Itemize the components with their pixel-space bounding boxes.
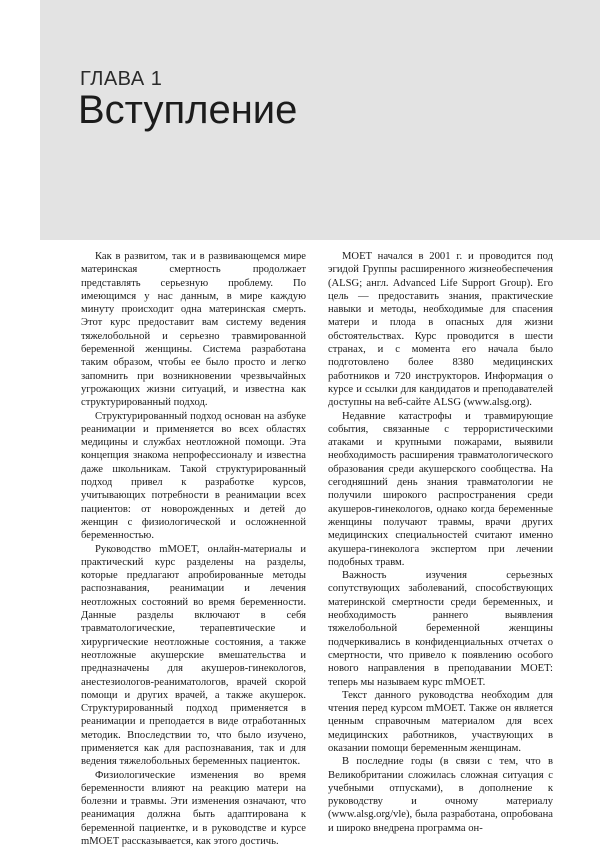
- paragraph: Недавние катастрофы и травмирующие события, связанные с террористическими атаками и крупными пожарами, выявили необходимость расширения травматологического образования среди акушерского сообщества. На сегодняшний день знания травматологии не получили широкого распространения среди акушеров-гинекологов, однако когда беременные женщины получают травмы, врачи других медицинских специальностей считают именно акушера-гинеколога экспертом при лечении подобных травм.: [328, 410, 553, 568]
- right-column: [328, 250, 553, 835]
- paragraph: Физиологические изменения во время беременности влияют на реакцию матери на болезни и травмы. Эти изменения означают, что реанимация должна быть адаптирована к беременной пациентке, и в руководстве и курсе mMOET рассказывается, как этого достичь.: [81, 769, 306, 848]
- paragraph: Текст данного руководства необходим для чтения перед курсом mMOET. Также он является ценным справочным материалом для всех медицинских работников, участвующих в оказании помощи беременным женщинам.: [328, 689, 553, 754]
- paragraph: Важность изучения серьезных сопутствующих заболеваний, способствующих материнской смертности среди беременных, и необходимость раннего выявления тяжелобольной беременной женщины подчеркивались в конфиденциальных отчетах о смертности, что привело к появлению особого нового направления в преподавании MOET: теперь мы называем курс mMOET.: [328, 570, 553, 688]
- paragraph: В последние годы (в связи с тем, что в Великобритании сложилась сложная ситуация с учебными отпусками), в дополнение к руководству и очному материалу (www.alsg.org/vle), была разработана, опробована и широко внедрена программа он-: [328, 756, 553, 834]
- paragraph: Руководство mMOET, онлайн-материалы и практический курс разделены на разделы, которые предлагают апробированные методы распознавания, реанимации и лечения неотложных состояний во время беременности. Данные разделы включают в себя травматологические, терапевтические и хирургические неотложные состояния, а также неотложные акушерские вмешательства и предназначены для акушеров-гинекологов, анестезиологов-реаниматологов, врачей скорой помощи и других врачей, а также акушерок. Структурированный подход применяется в реанимации и преподается в виде отработанных методик. Впоследствии то, что было изучено, применяется как для распознавания, так и для ведения тяжелобольных беременных пациенток.: [81, 543, 306, 768]
- chapter-title: Вступление: [78, 88, 298, 132]
- paragraph: Структурированный подход основан на азбуке реанимации и применяется во всех областях медицины и службах неотложной помощи. Эта концепция знакома непрофессионалу и известна даже школьникам. Такой структурированный подход привел к разработке курсов, учитывающих потребности в реанимации всех пациентов: от новорожденных и детей до женщин с физиологической и осложненной беременностью.: [81, 410, 306, 542]
- chapter-label: ГЛАВА 1: [80, 68, 163, 90]
- left-column: [81, 250, 306, 848]
- paragraph: Как в развитом, так и в развивающемся мире материнская смертность продолжает представлять серьезную проблему. По имеющимся у нас данным, в мире каждую минуту происходит одна материнская смерть. Этот курс предоставит вам систему ведения тяжелобольной и серьезно травмированной беременной женщины. Система разработана таким образом, чтобы ее было просто и легко запомнить при возникновении чрезвычайных угрожающих жизни ситуаций, и известна как структурированный подход.: [81, 251, 306, 409]
- paragraph: MOET начался в 2001 г. и проводится под эгидой Группы расширенного жизнеобеспечения (ALSG; англ. Advanced Life Support Group). Его цель — предоставить знания, практические навыки и методы, необходимые для спасения матери и плода в опасных для жизни обстоятельствах. Курс проводится в шести странах, и с момента его начала было подготовлено более 8380 медицинских работников и 720 инструкторов. Информация о курсе и ссылки для кандидатов и преподавателей доступны на веб-сайте ALSG (www.alsg.org).: [328, 251, 553, 409]
